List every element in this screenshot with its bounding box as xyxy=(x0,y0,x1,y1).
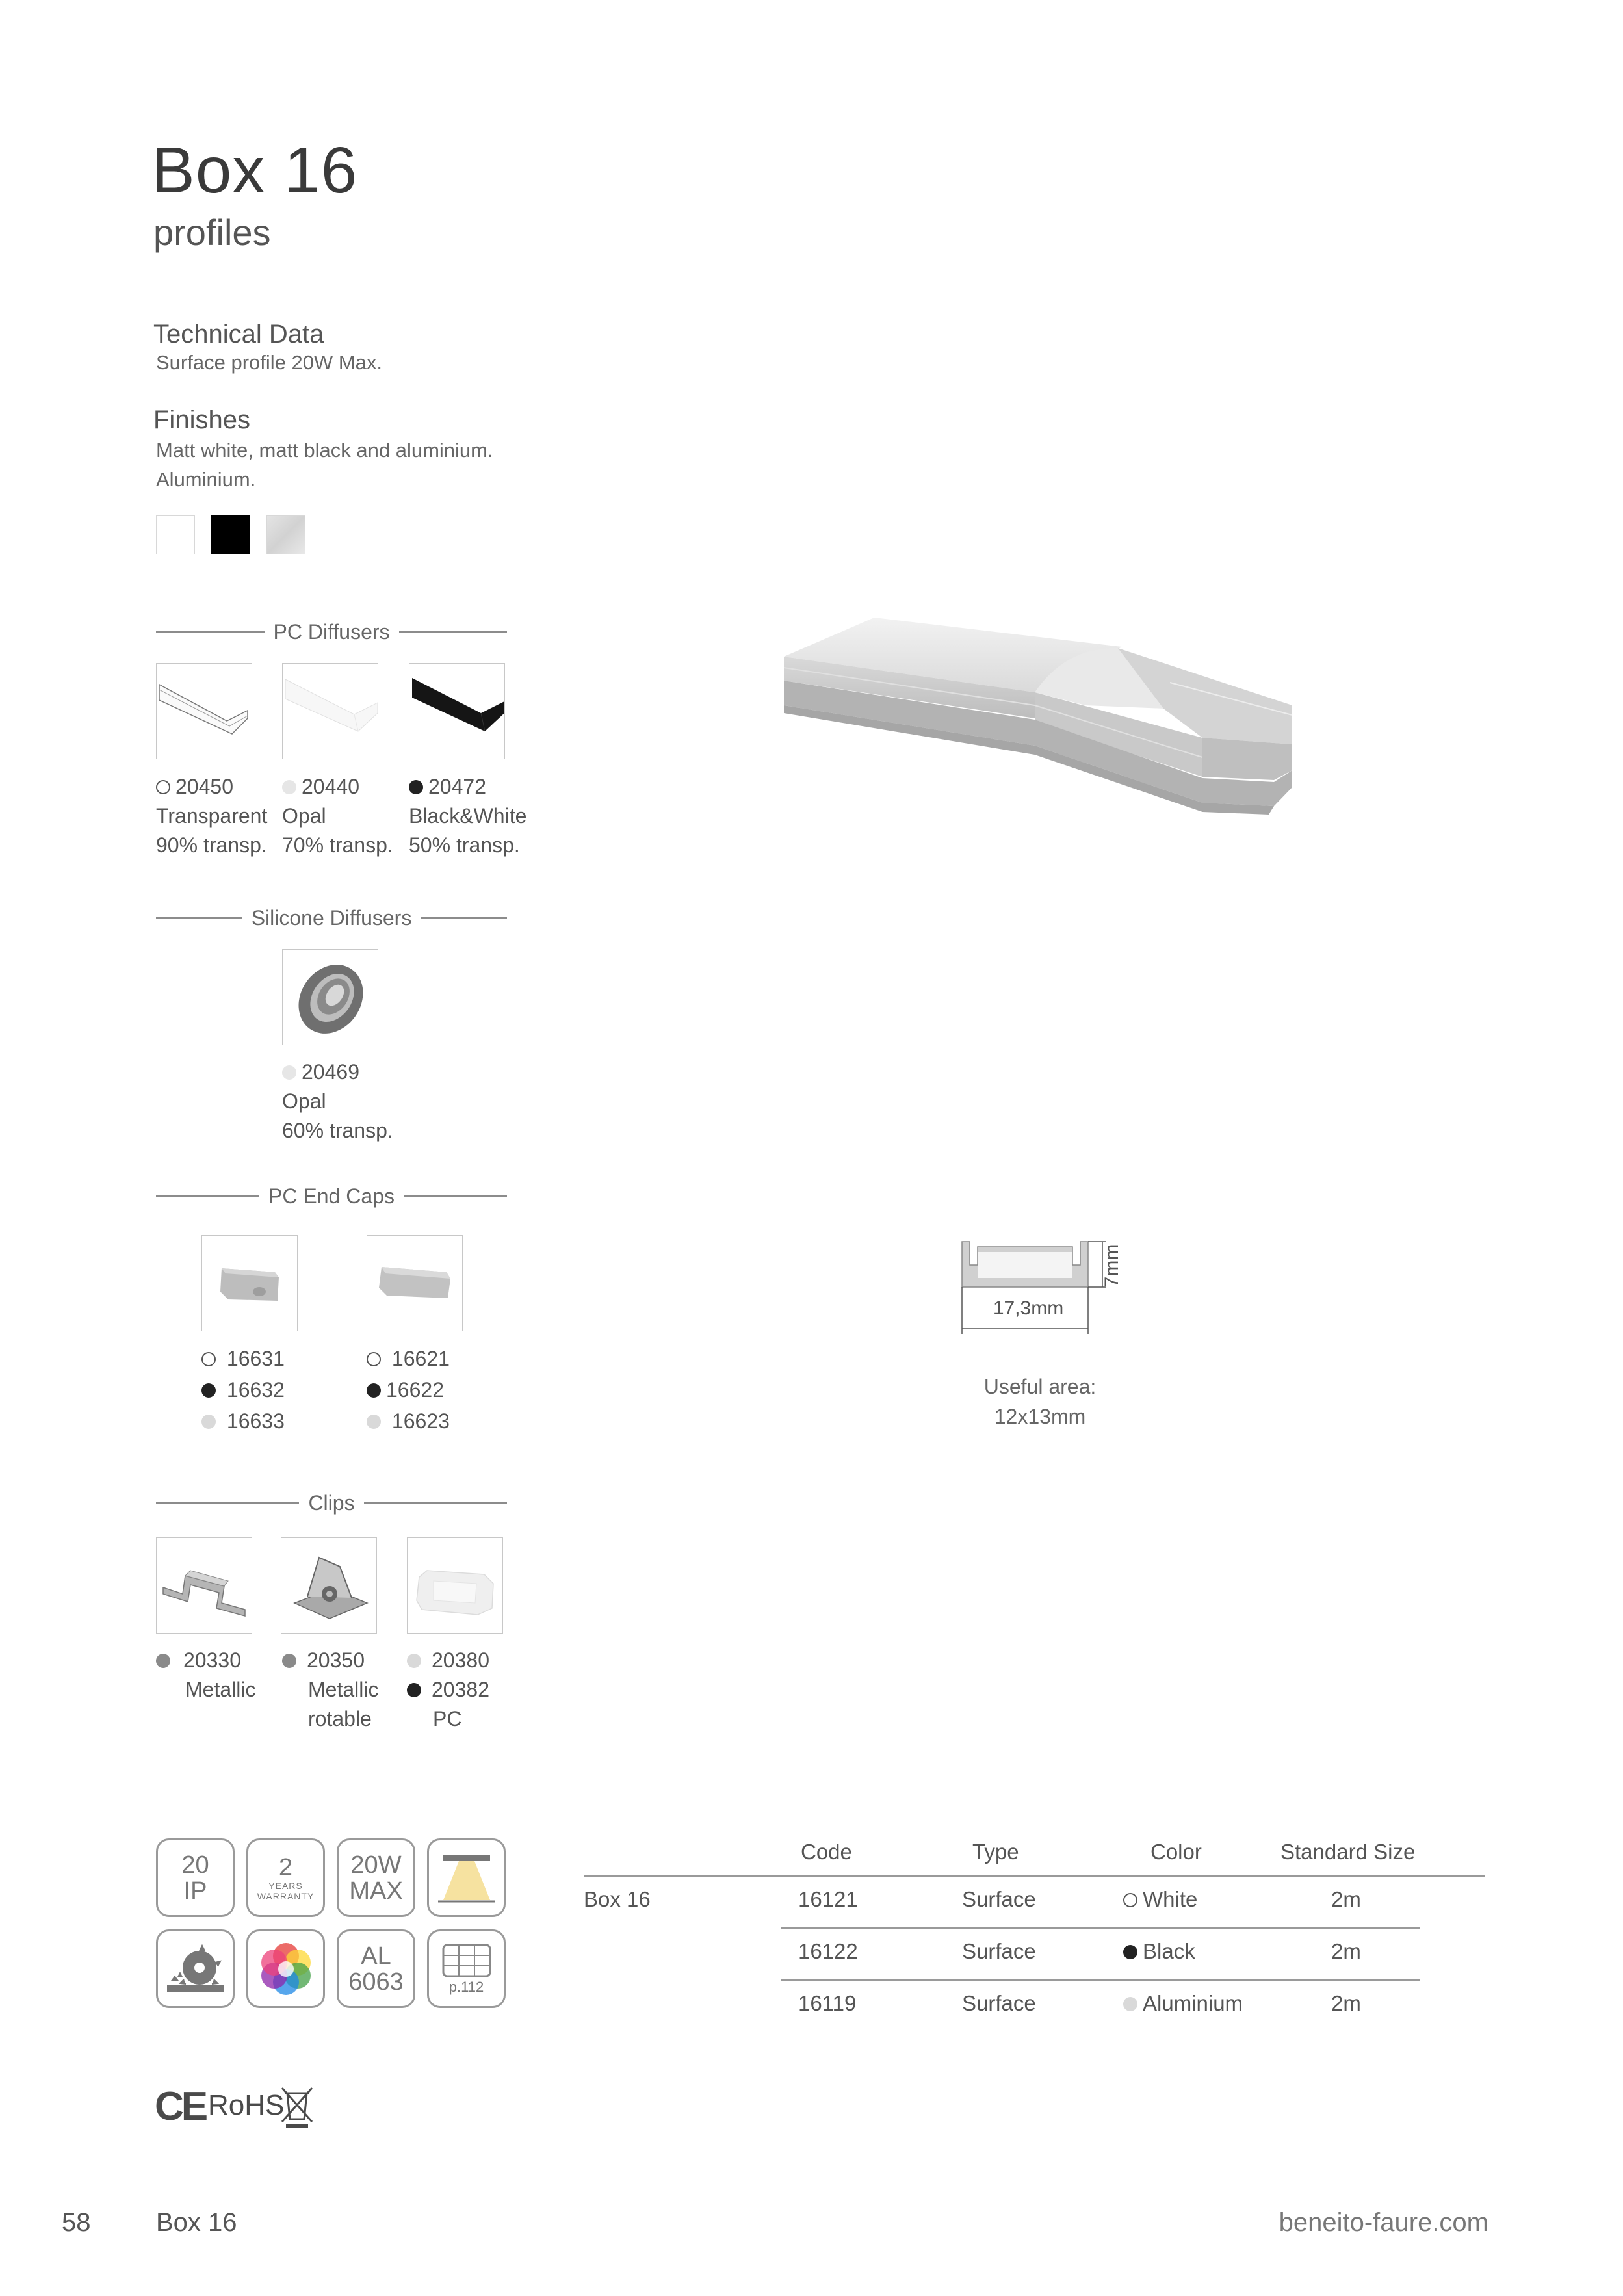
diffuser-code: 20472 xyxy=(428,775,486,798)
table-header-size: Standard Size xyxy=(1280,1840,1416,1864)
diffuser-opal-image xyxy=(282,663,378,759)
end-caps-group-2 xyxy=(367,1343,450,1437)
grey-dot-icon xyxy=(282,1065,296,1080)
footer-product-name: Box 16 xyxy=(156,2208,237,2237)
finish-swatch-aluminium xyxy=(266,515,305,554)
useful-area-value: 12x13mm xyxy=(994,1405,1086,1428)
diffuser-code: 20450 xyxy=(175,775,233,798)
technical-data-heading: Technical Data xyxy=(153,320,324,348)
table-header-code: Code xyxy=(801,1840,852,1864)
silicone-diffuser-image xyxy=(282,949,378,1045)
useful-area-label: Useful area: xyxy=(983,1375,1097,1398)
clip-item-1 xyxy=(156,1646,255,1704)
diffuser-name: Opal xyxy=(282,804,326,828)
grey-dot-icon xyxy=(407,1654,421,1668)
product-image xyxy=(780,608,1300,829)
table-row-divider xyxy=(781,1979,1420,1981)
table-reference-icon xyxy=(427,1929,506,2008)
alloy-icon: AL 6063 xyxy=(337,1929,415,2008)
diffuser-item-1 xyxy=(156,772,267,860)
clip-rotable-image xyxy=(281,1537,377,1634)
useful-area xyxy=(949,1372,1131,1431)
end-cap-code: 16633 xyxy=(226,1409,285,1433)
row-type: Surface xyxy=(962,1887,1036,1911)
end-caps-heading: PC End Caps xyxy=(268,1184,395,1208)
row-code: 16119 xyxy=(798,1991,857,2015)
diffuser-transparent-image xyxy=(156,663,252,759)
silicone-diffuser-item xyxy=(282,1058,393,1145)
clip-material: PC xyxy=(433,1707,462,1730)
row-color: White xyxy=(1143,1887,1198,1911)
finish-swatch-white xyxy=(156,515,195,554)
silicone-transparency: 60% transp. xyxy=(282,1119,393,1142)
diffuser-item-3 xyxy=(409,772,526,860)
diffuser-transparency: 90% transp. xyxy=(156,833,267,857)
clip-item-2 xyxy=(282,1646,378,1734)
diffuser-code: 20440 xyxy=(302,775,359,798)
black-dot-icon xyxy=(409,780,423,794)
row-size: 2m xyxy=(1331,1939,1361,1963)
cross-section-diagram xyxy=(955,1229,1150,1339)
grey-dot-icon xyxy=(367,1415,381,1429)
metallic-dot-icon xyxy=(282,1654,296,1668)
rohs-mark: RoHS xyxy=(208,2089,285,2121)
cut-to-size-icon xyxy=(156,1929,235,2008)
clip-material: Metallic xyxy=(185,1678,256,1701)
dimension-height: 7mm xyxy=(1101,1244,1123,1288)
clip-feature: rotable xyxy=(308,1707,372,1730)
grey-dot-icon xyxy=(282,780,296,794)
clip-code: 20382 xyxy=(432,1678,489,1701)
ce-mark: CE xyxy=(155,2084,206,2129)
light-beam-icon xyxy=(427,1838,506,1917)
clip-code: 20350 xyxy=(307,1649,365,1672)
diffuser-transparency: 50% transp. xyxy=(409,833,520,857)
clip-material: Metallic xyxy=(308,1678,379,1701)
dimension-width: 17,3mm xyxy=(993,1298,1064,1319)
page-reference: p.112 xyxy=(448,1978,484,1995)
end-cap-2-image xyxy=(367,1235,463,1331)
rgb-colors-icon xyxy=(246,1929,325,2008)
diffuser-name: Black&White xyxy=(409,804,527,828)
row-size: 2m xyxy=(1331,1991,1361,2015)
diffuser-transparency: 70% transp. xyxy=(282,833,393,857)
row-size: 2m xyxy=(1331,1887,1361,1911)
footer-website-link[interactable]: beneito-faure.com xyxy=(1279,2208,1488,2237)
diffuser-name: Transparent xyxy=(156,804,268,828)
page-number: 58 xyxy=(62,2208,91,2237)
end-cap-code: 16621 xyxy=(391,1347,450,1370)
table-product-name: Box 16 xyxy=(584,1887,651,1911)
black-dot-icon xyxy=(201,1383,216,1398)
table-row-divider xyxy=(781,1927,1420,1929)
clip-metallic-image xyxy=(156,1537,252,1634)
row-code: 16122 xyxy=(798,1939,858,1963)
finishes-line-2: Aluminium. xyxy=(156,468,256,491)
end-cap-code: 16623 xyxy=(391,1409,450,1433)
ip-rating-icon: 20 IP xyxy=(156,1838,235,1917)
row-type: Surface xyxy=(962,1991,1036,2015)
row-code: 16121 xyxy=(798,1887,858,1911)
diffuser-black-white-image xyxy=(409,663,505,759)
warranty-icon: 2 YEARS WARRANTY xyxy=(246,1838,325,1917)
finish-swatch-black xyxy=(211,515,250,554)
clip-code: 20330 xyxy=(183,1649,241,1672)
table-header-divider xyxy=(584,1875,1485,1877)
black-dot-icon xyxy=(1123,1945,1137,1959)
grey-dot-icon xyxy=(201,1415,216,1429)
clip-item-3 xyxy=(407,1646,489,1734)
row-color: Black xyxy=(1143,1939,1195,1963)
metallic-dot-icon xyxy=(156,1654,170,1668)
end-cap-code: 16622 xyxy=(386,1378,444,1402)
page-title: Box 16 xyxy=(151,134,358,207)
end-cap-code: 16632 xyxy=(226,1378,285,1402)
clips-divider xyxy=(156,1490,507,1516)
finishes-line-1: Matt white, matt black and aluminium. xyxy=(156,439,493,462)
row-type: Surface xyxy=(962,1939,1036,1963)
black-dot-icon xyxy=(407,1683,421,1697)
white-dot-icon xyxy=(201,1352,216,1366)
silicone-name: Opal xyxy=(282,1089,326,1113)
pc-diffusers-heading: PC Diffusers xyxy=(273,620,390,644)
grey-dot-icon xyxy=(1123,1997,1137,2011)
silicone-diffusers-divider xyxy=(156,905,507,931)
end-cap-code: 16631 xyxy=(226,1347,285,1370)
white-dot-icon xyxy=(156,780,170,794)
white-dot-icon xyxy=(1123,1893,1137,1907)
row-color: Aluminium xyxy=(1143,1991,1243,2015)
page-subtitle: profiles xyxy=(153,212,271,253)
white-dot-icon xyxy=(367,1352,381,1366)
black-dot-icon xyxy=(367,1383,381,1398)
pc-diffusers-divider xyxy=(156,619,507,645)
table-header-type: Type xyxy=(972,1840,1019,1864)
table-header-color: Color xyxy=(1150,1840,1202,1864)
clips-heading: Clips xyxy=(308,1491,355,1515)
technical-data-text: Surface profile 20W Max. xyxy=(156,351,383,374)
end-cap-1-image xyxy=(201,1235,298,1331)
finishes-heading: Finishes xyxy=(153,406,250,434)
end-caps-group-1 xyxy=(201,1343,285,1437)
clip-code: 20380 xyxy=(432,1649,489,1672)
clip-pc-image xyxy=(407,1537,503,1634)
diffuser-item-2 xyxy=(282,772,393,860)
end-caps-divider xyxy=(156,1183,507,1209)
silicone-code: 20469 xyxy=(302,1060,359,1084)
weee-bin-icon xyxy=(279,2084,315,2133)
max-power-icon: 20W MAX xyxy=(337,1838,415,1917)
silicone-diffusers-heading: Silicone Diffusers xyxy=(251,906,412,930)
